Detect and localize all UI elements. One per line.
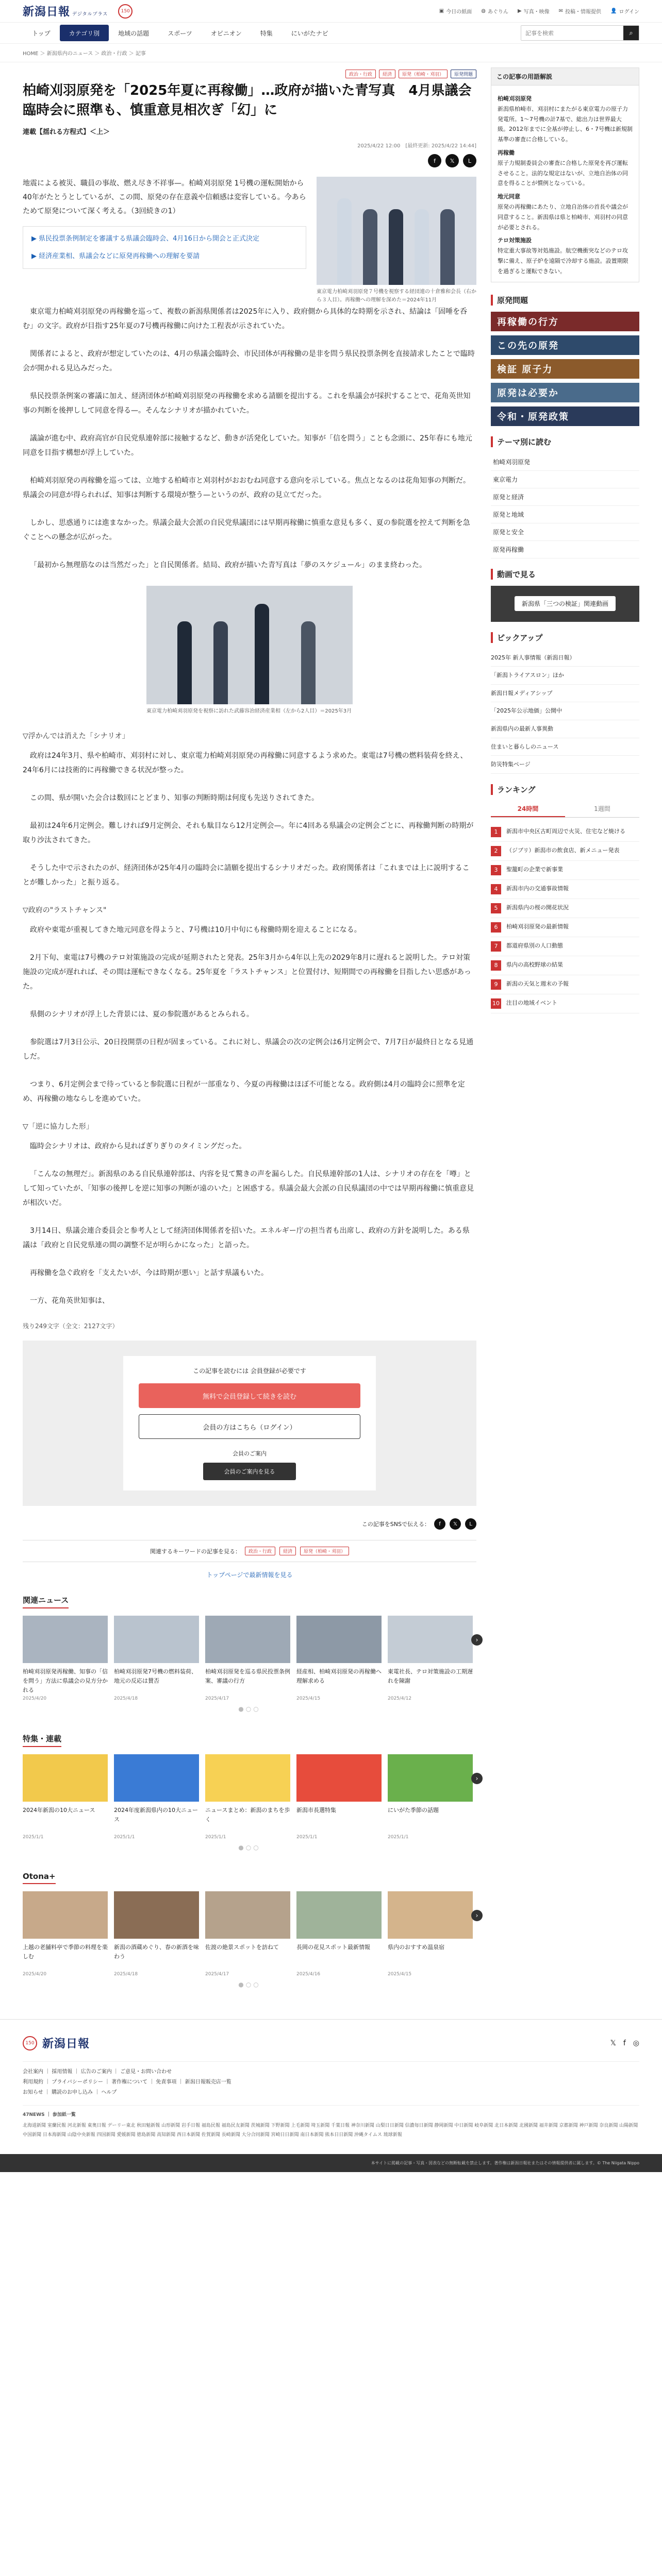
glossary-box (491, 67, 639, 282)
body-paragraph: しかし、思惑通りには進まなかった。県議会最大会派の自民党県議団には早期再稼働に慎重な意見も多く、夏の参院選を控えて判断を急ぐことへの懸念が広がった。 (23, 519, 470, 542)
rank-number: 5 (491, 903, 501, 913)
carousel-dots: ●○○ (238, 1981, 261, 1989)
carousel-dots: ●○○ (238, 1705, 261, 1713)
video-title: 動画で見る (491, 569, 639, 580)
card-text: 東電社長、テロ対策施設の工期遅れを陳謝 (388, 1668, 473, 1684)
related-link-text: 経済産業相、県議会などに原発再稼働への理解を要請 (39, 252, 200, 260)
video-box (491, 586, 639, 622)
theme-item[interactable]: 原発再稼働 (491, 541, 639, 558)
nav-sports[interactable]: スポーツ (168, 29, 192, 37)
line-icon[interactable]: L (465, 1518, 476, 1530)
body-paragraph: 「こんなの無理だ」。新潟県のある自民県連幹部は、内容を見て驚きの声を漏らした。自民県連幹部の1人は、シナリオの存在を「噂」として知っていたが、「知事の後押しを逆に知事の判断が遠のいた」と困惑する。県議会最大会派の自民県議団の中では早期再稼働に慎重意見が相次いだ。 (23, 1170, 474, 1208)
submit-info-link[interactable]: ✉ 投稿・情報提供 (558, 8, 602, 15)
rank-number: 2 (491, 846, 501, 856)
glossary-text: 特定重大事故等対処施設。航空機衝突などのテロ攻撃に備え、原子炉を遠隔で冷却する施設。設置期限を過ぎると運転できない。 (498, 247, 628, 275)
card-text: 上越の老舗料亭で季節の料理を楽しむ (23, 1944, 108, 1960)
card-date: 2025/1/1 (388, 1835, 409, 1840)
chevron-right-icon[interactable]: › (471, 1634, 483, 1646)
banner[interactable]: この先の原発 (491, 335, 639, 355)
article-dates: 2025/4/22 12:00 [最終更新: 2025/4/22 14:44] (357, 143, 476, 149)
glossary-term: 再稼働 (498, 149, 515, 156)
rank-text: 県内の高校野球の結果 (506, 961, 563, 968)
special-title: 特集・連載 (23, 1733, 61, 1747)
search-box (521, 25, 639, 41)
special-card[interactable] (205, 1754, 290, 1840)
tag-nuclear-issue[interactable]: 原発問題 (451, 70, 476, 78)
news-card[interactable] (205, 1616, 290, 1701)
special-cards (23, 1754, 476, 1840)
themes-list (491, 453, 639, 558)
lead-text: 地震による被災、職員の事故、燃え尽き不祥事—。柏崎刈羽原発 1号機の運転開始から40年がたとうとしているが、この間、原発の存在意義や信頼感は変容している。今あらためて原発について深く考える。（3回続きの1） (23, 179, 306, 215)
carousel-dots: ●○○ (238, 1844, 261, 1852)
card-date: 2025/1/1 (23, 1835, 44, 1840)
tag-economy[interactable]: 経済 (379, 70, 395, 78)
body-paragraph: 一方、花角英世知事は、 (30, 1297, 109, 1306)
chevron-right-icon[interactable]: › (471, 1910, 483, 1921)
rank-text: 新潟市中央区古町周辺で火災、住宅など焼ける (506, 827, 625, 835)
theme-item[interactable]: 原発と経済 (491, 488, 639, 506)
theme-item[interactable]: 原発と安全 (491, 523, 639, 541)
photo-video-link[interactable]: ▶ 写真・映像 (517, 8, 550, 15)
card-image (23, 1616, 108, 1663)
glossary-term: 柏崎刈羽原発 (498, 95, 532, 102)
site-footer (0, 2019, 662, 2144)
otona-card[interactable] (205, 1891, 290, 1977)
special-card[interactable] (114, 1754, 199, 1840)
lead-text-block (23, 177, 306, 304)
glossary-text: 新潟県柏崎市、刈羽村にまたがる東京電力の原子力発電所。1〜7号機の計7基で、総出力は世界最大級。2012年までに全基が停止し、6・7号機は新規制基準の審査に合格している。 (498, 105, 633, 143)
body-paragraph: つまり、6月定例会まで待っていると参院選に日程が一部重なり、今夏の再稼働はほぼ不可能となる。政府側は4月の臨時会に照準を定め、再稼働の地ならしを進めていた。 (23, 1080, 465, 1104)
ranking-item[interactable] (491, 842, 639, 861)
body-paragraph: 東京電力柏崎刈羽原発の再稼働を巡って、複数の新潟県関係者は2025年に入り、政府側から具体的な時期を示され、結論は「固唾を呑む」の文字。政府が目指す25年夏の7号機再稼働に向けた工程表が示されていた。 (23, 308, 468, 331)
rank-text: 柏崎刈羽原発の最新情報 (506, 923, 569, 930)
pickup-item[interactable]: 「2025年公示地価」公開中 (491, 702, 639, 720)
photo-figure (177, 621, 192, 704)
tag-nuclear[interactable]: 原発（柏崎・刈羽） (399, 70, 448, 78)
login-label: ログイン (619, 9, 639, 15)
paywall-title: この記事を読むには 会員登録が必要です (193, 1367, 306, 1375)
subhead: ▽「逆に協力した形」 (23, 1123, 93, 1131)
rank-number: 6 (491, 922, 501, 933)
pickup-title: ピックアップ (491, 632, 639, 643)
news-card[interactable] (114, 1616, 199, 1701)
footer-logo-row (23, 2035, 639, 2051)
otona-cards (23, 1891, 476, 1977)
card-image (388, 1754, 473, 1802)
body-paragraph: 政府は24年3月、県や柏崎市、刈羽村に対し、東京電力柏崎刈羽原発の再稼働に同意するよう求めた。東電は7号機の燃料装荷を終え、24年6月には技術的に再稼働できる状況が整った。 (23, 752, 468, 775)
nav-top[interactable]: トップ (32, 29, 51, 37)
ranking-item[interactable] (491, 880, 639, 899)
footer-links-row[interactable]: 会社案内 ｜ 採用情報 ｜ 広告のご案内 ｜ ご意見・お問い合わせ (23, 2069, 172, 2075)
sns-share-label: この記事をSNSで伝える： (361, 1521, 430, 1528)
tab-1week[interactable]: 1週間 (594, 805, 610, 812)
theme-item[interactable]: 柏崎刈羽原発 (491, 453, 639, 471)
article-lead (23, 177, 476, 304)
pickup-list (491, 649, 639, 774)
otona-plus (23, 1872, 476, 1988)
card-date: 2025/1/1 (205, 1835, 226, 1840)
footer-links-row[interactable]: お知らせ ｜ 購読のお申し込み ｜ ヘルプ (23, 2090, 117, 2096)
footer-logo[interactable]: 新潟日報 (42, 2037, 90, 2051)
card-date: 2025/1/1 (296, 1835, 318, 1840)
special-card[interactable] (388, 1754, 473, 1840)
themes-title: テーマ別に読む (491, 436, 639, 447)
nav-special[interactable]: 特集 (260, 29, 273, 37)
related-link[interactable]: ▶ 県民投票条例制定を審議する県議会臨時会、4月16日から開会と正式決定 (31, 235, 259, 243)
otona-card[interactable] (114, 1891, 199, 1977)
card-text: 佐渡の絶景スポットを訪ねて (205, 1944, 279, 1951)
lead-photo-caption: 東京電力柏崎刈羽原発７号機を視察する経団連の十倉雅和会長（右から３人目）。再稼働への理解を深めた＝2024年11月 (317, 289, 476, 303)
news-card[interactable] (296, 1616, 382, 1701)
related-news-title: 関連ニュース (23, 1595, 69, 1608)
photo-figure (337, 198, 352, 285)
rank-text: 注目の地域イベント (506, 999, 557, 1006)
card-date: 2025/4/17 (205, 1972, 229, 1977)
partner-list[interactable]: 北海道新聞 室蘭民報 河北新報 東奥日報 デーリー東北 秋田魁新報 山形新聞 岩手日報 福島民報 福島民友新聞 茨城新聞 下野新聞 上毛新聞 埼玉新聞 千葉日報 神奈川新聞 山梨日日新聞 信濃毎日新聞 静岡新聞 中日新聞 岐阜新聞 北日本新聞 北國新聞 福井新聞 京都新聞 神戸新聞 奈良新聞 山陽新聞 中国新聞 日本海新聞 山陰中央新報 四国新聞 愛媛新聞 徳島新聞 高知新聞 西日本新聞 佐賀新聞 長崎新聞 大分合同新聞 宮崎日日新聞 南日本新聞 熊本日日新聞 沖縄タイムス 琉球新報 (23, 2123, 638, 2138)
related-news-cards (23, 1616, 476, 1701)
header-icons (439, 7, 639, 15)
banner[interactable]: 令和・原発政策 (491, 406, 639, 426)
tag-politics[interactable]: 政治・行政 (345, 70, 376, 78)
pickup-item[interactable]: 住まいと暮らしのニュース (491, 738, 639, 756)
rank-number: 10 (491, 998, 501, 1009)
rank-text: 都道府県別の人口動態 (506, 942, 563, 949)
mid-photo[interactable] (146, 586, 353, 704)
today-paper-label: 今日の紙面 (446, 9, 472, 15)
card-text: 2024年新潟の10大ニュース (23, 1807, 95, 1814)
keyword-tag[interactable]: 原発（柏崎・刈羽） (300, 1547, 349, 1555)
lead-photo[interactable] (317, 177, 476, 285)
rank-number: 8 (491, 960, 501, 971)
card-text: 経産相、柏崎刈羽原発の再稼働へ理解求める (296, 1668, 382, 1684)
copyright: 本サイトに掲載の記事・写真・図表などの無断転載を禁止します。著作権は新潟日報社またはその情報提供者に属します。© The Niigata Nippo (0, 2154, 662, 2172)
footer-links (23, 2061, 639, 2098)
line-icon[interactable]: L (463, 154, 476, 167)
search-input[interactable] (521, 26, 623, 40)
photo-figure (363, 209, 377, 285)
otona-title: Otona+ (23, 1872, 56, 1884)
theme-item[interactable]: 原発と地域 (491, 506, 639, 523)
ranking-item[interactable] (491, 861, 639, 880)
otona-card[interactable] (388, 1891, 473, 1977)
rank-text: 聖籠町の企業で新事業 (506, 866, 563, 873)
rank-number: 4 (491, 884, 501, 894)
special-card[interactable] (23, 1754, 108, 1840)
register-button[interactable]: 無料で会員登録して続きを読む (139, 1383, 360, 1408)
pickup-item[interactable]: 2025年 新人事情報（新潟日報） (491, 649, 639, 667)
keyword-tag[interactable]: 政治・行政 (245, 1547, 275, 1555)
partner-label[interactable]: 47NEWS ｜ 参加紙一覧 (23, 2112, 76, 2118)
pickup-item[interactable]: 「新潟トライアスロン」ほか (491, 667, 639, 685)
footer-links-row[interactable]: 利用規約 ｜ プライバシーポリシー ｜ 著作権について ｜ 免責事項 ｜ 新潟日報販売店一覧 (23, 2079, 231, 2086)
related-news (23, 1595, 476, 1713)
facebook-icon[interactable]: f (623, 2039, 626, 2047)
body-paragraph: この間、県が開いた会合は数回にとどまり、知事の判断時期は何度も先送りされてきた。 (30, 794, 319, 803)
card-image (296, 1891, 382, 1939)
ranking-item[interactable] (491, 823, 639, 842)
anniversary-badge: 150 (118, 4, 133, 19)
glossary-text: 原子力規制委員会の審査に合格した原発を再び運転させること。法的な規定はないが、立地自治体の同意を得ることが慣例となっている。 (498, 159, 628, 187)
partner-papers (23, 2105, 639, 2144)
photo-figure (213, 621, 228, 704)
card-image (23, 1891, 108, 1939)
breadcrumb: HOME ＞ 新潟県内のニュース ＞ 政治・行政 ＞ 記事 (0, 43, 662, 62)
subhead: ▽政府の"ラストチャンス" (23, 906, 107, 915)
card-date: 2025/4/12 (388, 1696, 412, 1702)
genpatsu-title: 原発問題 (491, 295, 639, 306)
subhead: ▽浮かんでは消えた「シナリオ」 (23, 732, 129, 741)
pickup-item[interactable]: 新潟日報メディアシップ (491, 685, 639, 703)
body-paragraph: 県側のシナリオが浮上した背景には、夏の参院選があるとみられる。 (30, 1010, 254, 1019)
banner[interactable]: 原発は必要か (491, 383, 639, 402)
member-guide-title: 会員のご案内 (233, 1450, 267, 1458)
card-date: 2025/4/17 (205, 1696, 229, 1702)
paywall-inner (123, 1356, 376, 1490)
card-text: 柏崎刈羽原発7号機の燃料装荷、地元の反応は賛否 (114, 1668, 197, 1684)
card-text: 2024年度新潟県内の10大ニュース (114, 1807, 198, 1823)
glossary-body (491, 86, 639, 282)
ranking-item[interactable] (491, 956, 639, 975)
instagram-icon[interactable]: ◎ (633, 2039, 639, 2047)
card-image (205, 1754, 290, 1802)
body-paragraph: 臨時会シナリオは、政府から見ればぎりぎりのタイミングだった。 (30, 1142, 246, 1151)
site-header (0, 0, 662, 23)
tab-24h[interactable]: 24時間 (491, 801, 565, 817)
article-body (23, 304, 476, 1308)
pickup-item[interactable]: 防災特集ページ (491, 756, 639, 774)
card-text: 柏崎刈羽原発を巡る県民投票条例案、審議の行方 (205, 1668, 290, 1684)
rank-text: 新潟の天気と週末の予報 (506, 980, 569, 987)
body-paragraph: 関係者によると、政府が想定していたのは、4月の県議会臨時会、市民団体が再稼働の是非を問う県民投票条例を直接請求したことで臨時会が開かれる見込みだった。 (23, 350, 475, 373)
banner[interactable]: 再稼働の行方 (491, 312, 639, 331)
mid-photo-caption: 東京電力柏崎刈羽原発を視察に訪れた武藤容治経済産業相（左から2人目）＝2025年3月 (146, 708, 352, 715)
rank-text: （ジブリ）新潟市の飲食店、新メニュー発表 (506, 846, 620, 854)
photo-figure (440, 209, 455, 285)
footer-social (610, 2039, 639, 2047)
card-text: 新潟の酒蔵めぐり、春の新酒を味わう (114, 1944, 199, 1960)
photo-figure (389, 209, 403, 285)
otona-card[interactable] (23, 1891, 108, 1977)
ranking-item[interactable] (491, 899, 639, 918)
card-date: 2025/4/18 (114, 1696, 138, 1702)
news-card[interactable] (388, 1616, 473, 1701)
card-image (388, 1891, 473, 1939)
card-image (296, 1754, 382, 1802)
card-image (205, 1891, 290, 1939)
related-link[interactable]: ▶ 経済産業相、県議会などに原発再稼働への理解を要請 (31, 252, 200, 260)
card-image (296, 1616, 382, 1663)
ranking-list (491, 823, 639, 1013)
card-date: 2025/4/20 (23, 1972, 47, 1977)
card-text: にいがた季節の話題 (388, 1807, 439, 1814)
card-image (114, 1891, 199, 1939)
card-text: ニュースまとめ：新潟のまちを歩く (205, 1807, 290, 1823)
card-date: 2025/4/16 (296, 1972, 321, 1977)
chevron-right-icon[interactable]: › (471, 1773, 483, 1784)
agrin-label: あぐりん (487, 9, 508, 15)
theme-item[interactable]: 東京電力 (491, 471, 639, 488)
lead-figure (317, 177, 476, 304)
x-icon[interactable]: 𝕏 (450, 1518, 461, 1530)
body-paragraph: 参院選は7月3日公示、20日投開票の日程が固まっている。これに対し、県議会の次の定例会は6月定例会で、7月7日が最終日となる見通しだ。 (23, 1038, 474, 1061)
related-link-text: 県民投票条例制定を審議する県議会臨時会、4月16日から開会と正式決定 (39, 235, 259, 243)
video-button[interactable]: 新潟県「三つの検証」関連動画 (515, 596, 616, 611)
body-paragraph: 最初は24年6月定例会。難しければ9月定例会、それも駄目なら12月定例会—。年に4回ある県議会の定例会ごとに、再稼働判断の時期が取り沙汰されてきた。 (23, 822, 474, 845)
keywords-label: 関連するキーワードの記事を見る： (150, 1548, 241, 1555)
body-paragraph: そうした中で示されたのが、経済団体が25年4月の臨時会に請願を提出するシナリオだった。政府関係者は「これまでは上に説明することが難しかった」と振り返る。 (23, 864, 470, 887)
glossary-term: テロ対策施設 (498, 237, 532, 244)
card-date: 2025/4/15 (296, 1696, 321, 1702)
submit-info-label: 投稿・情報提供 (565, 9, 602, 15)
card-date: 2025/4/15 (388, 1972, 412, 1977)
card-text: 新潟市長選特集 (296, 1807, 336, 1814)
back-to-top-link[interactable]: トップページで最新情報を見る (206, 1571, 293, 1579)
rank-number: 1 (491, 827, 501, 837)
ranking-tabs (491, 801, 639, 818)
body-paragraph: 再稼働を急ぐ政府を「支えたいが、今は時期が悪い」と話す県議もいた。 (30, 1269, 268, 1278)
sns-share (23, 1518, 476, 1530)
logo-sub: デジタルプラス (72, 12, 108, 17)
card-date: 2025/4/18 (114, 1972, 138, 1977)
body-paragraph: 県民投票条例案の審議に加え、経済団体が柏崎刈羽原発の再稼働を求める請願を提出する。これを県議会が採択することで、花角英世知事の判断を後押しして同意を得る—。そんなシナリオが描かれていた。 (23, 392, 471, 415)
body-paragraph: 「最初から無理筋なのは当然だった」と自民関係者。結局、政府が描いた青写真は「夢のスケジュール」のまま終わった。 (30, 561, 427, 570)
card-image (114, 1754, 199, 1802)
rank-text: 新潟市内の交通事故情報 (506, 885, 569, 892)
photo-figure (255, 604, 269, 705)
remaining-char-count: 残り249文字（全文：2127文字） (23, 1323, 119, 1330)
card-image (23, 1754, 108, 1802)
site-logo[interactable] (23, 3, 108, 19)
rank-text: 新潟県内の桜の開花状況 (506, 904, 569, 911)
nav-category[interactable]: カテゴリ別 (60, 25, 109, 41)
agrin-link[interactable]: ◍ あぐりん (481, 8, 508, 15)
x-icon[interactable]: 𝕏 (445, 154, 459, 167)
glossary-title: この記事の用語解説 (491, 68, 639, 86)
card-image (388, 1616, 473, 1663)
ranking-title: ランキング (491, 784, 639, 795)
special-features (23, 1733, 476, 1851)
body-paragraph: 柏崎刈羽原発の再稼働を巡っては、立地する柏崎市と刈羽村がおおむね同意する意向を示している。焦点となるのは花角知事の判断だ。県議会の同意が得られれば、知事は判断する環境が整う—というのが、政府の見立てだった。 (23, 477, 470, 500)
rank-number: 3 (491, 865, 501, 875)
today-paper-link[interactable]: ▣ 今日の紙面 (439, 8, 472, 15)
news-card[interactable] (23, 1616, 108, 1701)
facebook-icon[interactable]: f (434, 1518, 445, 1530)
mid-figure (146, 586, 353, 716)
card-image (114, 1616, 199, 1663)
ranking-item[interactable] (491, 994, 639, 1013)
otona-card[interactable] (296, 1891, 382, 1977)
related-links (23, 226, 306, 269)
main-nav (0, 23, 662, 43)
logo-text: 新潟日報 (23, 5, 71, 19)
paywall (23, 1341, 476, 1506)
body-paragraph: 議論が進む中、政府高官が自民党県連幹部に接触するなど、動きが活発化していた。知事が「信を問う」ことも念頭に、25年春にも地元同意を目指す構想が浮上していた。 (23, 434, 472, 457)
rank-number: 9 (491, 979, 501, 990)
glossary-term: 地元同意 (498, 193, 520, 200)
card-date: 2025/4/20 (23, 1696, 47, 1702)
special-card[interactable] (296, 1754, 382, 1840)
main-column (23, 62, 476, 2009)
card-text: 柏崎刈羽原発再稼働、知事の「信を問う」方法に県議会の見方分かれる (23, 1668, 108, 1693)
ranking-item[interactable] (491, 918, 639, 937)
sidebar (491, 62, 639, 2009)
login-link[interactable]: 👤 ログイン (610, 8, 639, 15)
article-title: 柏崎刈羽原発を「2025年夏に再稼働」…政府が描いた青写真 4月県議会臨時会に照準も、慎重意見相次ぎ「幻」に (23, 83, 472, 118)
article-tags (23, 62, 476, 81)
body-paragraph: 2月下旬、東電は7号機のテロ対策施設の完成が延期されたと発表。25年3月から4年以上先の2029年8月に遅れると説明した。テロ対策施設の完成が遅れれば、その間は運転できなくなる。25年夏を「ラストチャンス」と位置付け、短期間での再稼働を目指したい思惑があった。 (23, 954, 471, 991)
share-buttons (23, 154, 476, 177)
body-paragraph: 3月14日、県議会連合委員会と参考人として経済団体関係者を招いた。エネルギー庁の担当者も出席し、政府の方針を説明した。ある県議は「政府と自民党県連の間の調整不足が明らかになった」と語った。 (23, 1227, 470, 1250)
card-date: 2025/1/1 (114, 1835, 135, 1840)
photo-figure (415, 209, 429, 285)
card-text: 県内のおすすめ温泉宿 (388, 1944, 445, 1951)
login-button[interactable]: 会員の方はこちら（ログイン） (139, 1414, 360, 1439)
keyword-tag[interactable]: 経済 (279, 1547, 296, 1555)
nav-opinion[interactable]: オピニオン (210, 29, 242, 37)
nav-niigata-navi[interactable]: にいがたナビ (291, 29, 328, 37)
ranking-item[interactable] (491, 937, 639, 956)
banner[interactable]: 検証 原子力 (491, 359, 639, 379)
keywords (23, 1540, 476, 1562)
photo-figure (301, 621, 316, 704)
ranking-item[interactable] (491, 975, 639, 994)
content-layout (0, 62, 662, 2009)
member-guide-button[interactable]: 会員のご案内を見る (203, 1463, 296, 1480)
card-text: 長岡の花見スポット最新情報 (296, 1944, 370, 1951)
photo-video-label: 写真・映像 (523, 9, 550, 15)
anniversary-badge: 150 (23, 2036, 37, 2050)
x-icon[interactable]: 𝕏 (610, 2039, 616, 2047)
article-series: 連載【揺れる方程式】＜上＞ (23, 128, 110, 137)
search-icon[interactable]: ⌕ (623, 26, 639, 40)
pickup-item[interactable]: 新潟県内の最新人事異動 (491, 720, 639, 738)
facebook-icon[interactable]: f (428, 154, 441, 167)
rank-number: 7 (491, 941, 501, 952)
card-image (205, 1616, 290, 1663)
glossary-text: 原発の再稼働にあたり、立地自治体の首長や議会が同意すること。新潟県は県と柏崎市、刈羽村の同意が必要とされる。 (498, 203, 628, 231)
nav-local[interactable]: 地域の話題 (118, 29, 150, 37)
body-paragraph: 政府や東電が重視してきた地元同意を得ようと、7号機は10月中旬にも稼働時期を迎えることになる。 (30, 926, 361, 935)
